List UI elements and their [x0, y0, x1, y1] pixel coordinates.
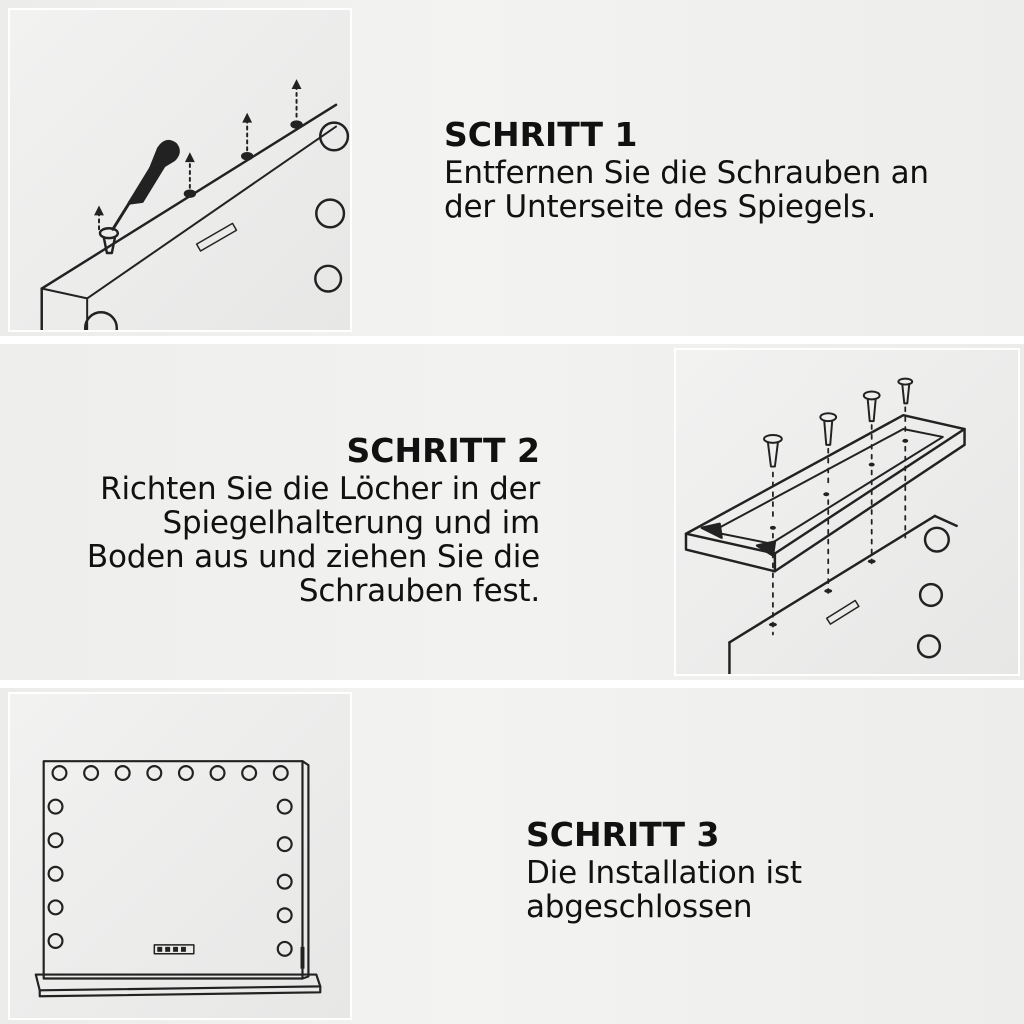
step-2-text	[10, 432, 540, 608]
step-2-line: Boden aus und ziehen Sie die	[86, 539, 540, 575]
step-1-illustration	[8, 8, 352, 332]
base-alignment-screws-icon	[676, 350, 1018, 674]
step-2-description	[10, 472, 540, 608]
step-3-description	[526, 856, 1006, 924]
step-2-line: Spiegelhalterung und im	[162, 505, 540, 541]
divider	[0, 336, 1024, 344]
step-3-title: SCHRITT 3	[526, 815, 720, 854]
step-2-line: Richten Sie die Löcher in der	[100, 471, 540, 507]
step-1-text	[444, 116, 1016, 224]
assembled-mirror-icon	[10, 694, 350, 1018]
step-2-title: SCHRITT 2	[346, 431, 540, 470]
step-1-description	[444, 156, 1016, 224]
step-3-line: Die Installation ist	[526, 855, 802, 891]
step-1-line: Entfernen Sie die Schrauben an	[444, 155, 929, 191]
step-3-illustration	[8, 692, 352, 1020]
step-2-line: Schrauben fest.	[298, 573, 540, 609]
divider	[0, 680, 1024, 688]
step-1-title: SCHRITT 1	[444, 115, 638, 154]
screwdriver-remove-screws-icon	[10, 10, 350, 330]
step-3-line: abgeschlossen	[526, 889, 753, 925]
step-3-text	[526, 816, 1006, 924]
step-2-illustration	[674, 348, 1020, 676]
step-1-line: der Unterseite des Spiegels.	[444, 189, 877, 225]
